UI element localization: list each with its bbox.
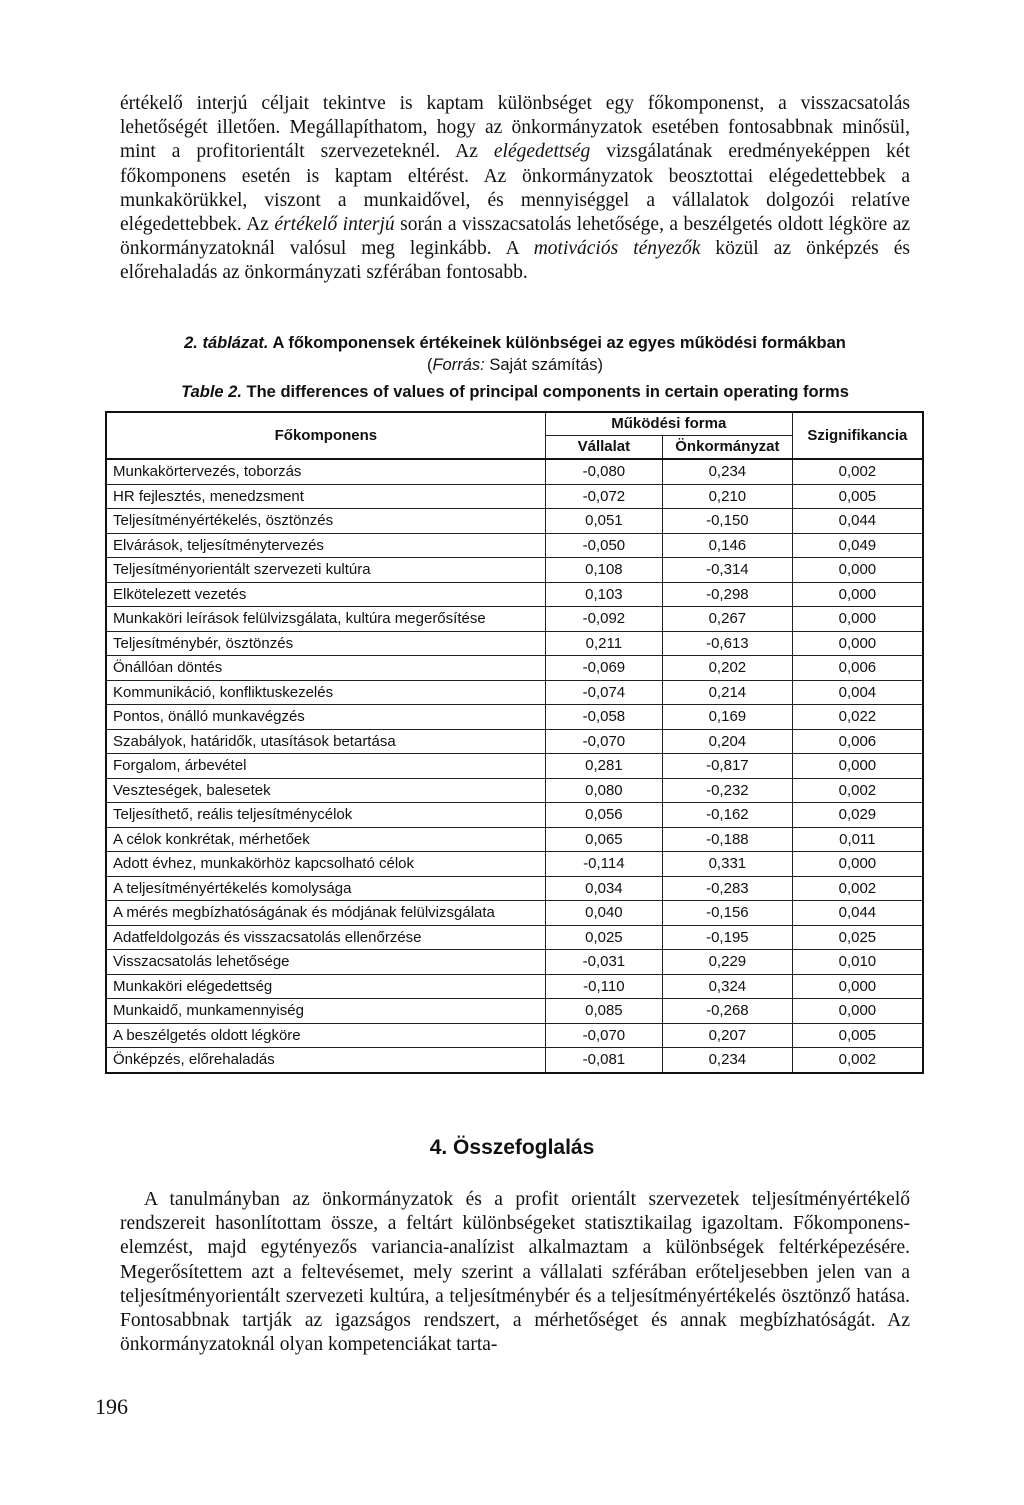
significance-cell: 0,000 xyxy=(792,631,923,656)
significance-cell: 0,000 xyxy=(792,974,923,999)
table-row xyxy=(106,680,923,705)
table-row xyxy=(106,1048,923,1073)
component-cell: Kommunikáció, konfliktuskezelés xyxy=(106,680,545,705)
company-value-cell: -0,031 xyxy=(545,950,662,975)
significance-cell: 0,000 xyxy=(792,582,923,607)
table-row xyxy=(106,876,923,901)
municipality-value-cell: -0,195 xyxy=(662,925,792,950)
significance-cell: 0,002 xyxy=(792,1048,923,1073)
municipality-value-cell: -0,817 xyxy=(662,754,792,779)
component-cell: Veszteségek, balesetek xyxy=(106,778,545,803)
significance-cell: 0,000 xyxy=(792,999,923,1024)
summary-paragraph xyxy=(120,1188,910,1357)
significance-cell: 0,010 xyxy=(792,950,923,975)
intro-text-2: vizsgálatának eredményeképpen két főkomponens esetén is kaptam eltérést. Az önkormányzatok beosztottai elégedettebbek a munkakörükkel, viszont a munkaidővel, és mennyiséggel a vállalatok dolgozói relatíve elégedettebbek. Az xyxy=(120,141,911,236)
municipality-value-cell: 0,229 xyxy=(662,950,792,975)
table-row xyxy=(106,459,923,484)
company-value-cell: -0,080 xyxy=(545,459,662,484)
significance-cell: 0,006 xyxy=(792,729,923,754)
significance-cell: 0,004 xyxy=(792,680,923,705)
municipality-value-cell: 0,210 xyxy=(662,484,792,509)
component-cell: A beszélgetés oldott légköre xyxy=(106,1023,545,1048)
component-cell: Pontos, önálló munkavégzés xyxy=(106,705,545,730)
table-row xyxy=(106,558,923,583)
company-value-cell: -0,058 xyxy=(545,705,662,730)
significance-cell: 0,025 xyxy=(792,925,923,950)
intro-paragraph xyxy=(120,92,910,286)
table-row xyxy=(106,778,923,803)
caption-hu-title: A főkomponensek értékeinek különbségei az egyes működési formákban xyxy=(268,334,846,352)
caption-en-prefix: Table 2. xyxy=(181,383,242,401)
municipality-value-cell: 0,202 xyxy=(662,656,792,681)
significance-cell: 0,044 xyxy=(792,509,923,534)
table-row xyxy=(106,925,923,950)
significance-cell: 0,005 xyxy=(792,1023,923,1048)
municipality-value-cell: -0,188 xyxy=(662,827,792,852)
caption-source-label: Forrás: xyxy=(432,356,485,374)
significance-cell: 0,000 xyxy=(792,754,923,779)
table-row xyxy=(106,607,923,632)
table-row xyxy=(106,509,923,534)
municipality-value-cell: 0,324 xyxy=(662,974,792,999)
component-cell: Adott évhez, munkakörhöz kapcsolható célok xyxy=(106,852,545,877)
municipality-value-cell: 0,204 xyxy=(662,729,792,754)
significance-cell: 0,011 xyxy=(792,827,923,852)
company-value-cell: -0,072 xyxy=(545,484,662,509)
significance-cell: 0,005 xyxy=(792,484,923,509)
municipality-value-cell: 0,267 xyxy=(662,607,792,632)
table-row xyxy=(106,852,923,877)
company-value-cell: 0,108 xyxy=(545,558,662,583)
company-value-cell: -0,070 xyxy=(545,729,662,754)
component-cell: Önállóan döntés xyxy=(106,656,545,681)
intro-text-3: során a visszacsatolás lehetősége, a beszélgetés oldott légköre az önkormányzatoknál valósul meg leginkább. A xyxy=(120,214,911,260)
intro-emphasis-2: értékelő interjú xyxy=(274,214,395,236)
caption-hu-prefix: 2. táblázat. xyxy=(184,334,269,352)
company-value-cell: 0,034 xyxy=(545,876,662,901)
intro-text-4: közül az önképzés és előrehaladás az önkormányzati szférában fontosabb. xyxy=(120,238,910,284)
header-company: Vállalat xyxy=(545,436,662,460)
significance-cell: 0,000 xyxy=(792,558,923,583)
header-significance: Szignifikancia xyxy=(792,412,923,459)
company-value-cell: -0,069 xyxy=(545,656,662,681)
header-operating-form: Működési forma xyxy=(545,412,792,436)
municipality-value-cell: 0,146 xyxy=(662,533,792,558)
company-value-cell: -0,114 xyxy=(545,852,662,877)
component-cell: Adatfeldolgozás és visszacsatolás ellenőrzése xyxy=(106,925,545,950)
component-cell: Teljesíthető, reális teljesítménycélok xyxy=(106,803,545,828)
header-municipality: Önkormányzat xyxy=(662,436,792,460)
table-row xyxy=(106,656,923,681)
component-cell: A teljesítményértékelés komolysága xyxy=(106,876,545,901)
table-caption-hungarian xyxy=(100,332,930,354)
company-value-cell: -0,081 xyxy=(545,1048,662,1073)
table-body xyxy=(106,459,923,1073)
significance-cell: 0,049 xyxy=(792,533,923,558)
component-cell: Teljesítményorientált szervezeti kultúra xyxy=(106,558,545,583)
significance-cell: 0,044 xyxy=(792,901,923,926)
significance-cell: 0,029 xyxy=(792,803,923,828)
header-component: Főkomponens xyxy=(106,412,545,459)
table-caption-english xyxy=(100,381,930,403)
municipality-value-cell: 0,214 xyxy=(662,680,792,705)
table-row xyxy=(106,950,923,975)
municipality-value-cell: -0,162 xyxy=(662,803,792,828)
table-row xyxy=(106,729,923,754)
table-row xyxy=(106,803,923,828)
caption-source-text: Saját számítás) xyxy=(484,356,604,374)
caption-source-open: ( xyxy=(426,356,433,374)
significance-cell: 0,002 xyxy=(792,459,923,484)
table-row xyxy=(106,705,923,730)
intro-text-1: értékelő interjú céljait tekintve is kaptam különbséget egy főkomponenst, a visszacsatolás lehetőségét illetően. Megállapíthatom, hogy az önkormányzatok esetében fontosabbnak minősül, mint a profitorientált szervezeteknél. Az xyxy=(120,93,910,163)
table-row xyxy=(106,631,923,656)
component-cell: Szabályok, határidők, utasítások betartása xyxy=(106,729,545,754)
municipality-value-cell: -0,150 xyxy=(662,509,792,534)
significance-cell: 0,002 xyxy=(792,876,923,901)
component-cell: HR fejlesztés, menedzsment xyxy=(106,484,545,509)
summary-text: A tanulmányban az önkormányzatok és a profit orientált szervezetek teljesítményértékelő rendszereit hasonlítottam össze, a feltárt különbségeket statisztikailag igazoltam. Főkomponens-elemzést, majd egytényezős variancia-analízist alkalmaztam a különbségek feltérképezésére. Megerősítettem azt a feltevésemet, mely szerint a vállalati szférában erőteljesebben jelen van a teljesítményorientált szervezeti kultúra, a teljesítménybér és a teljesítményértékelés ösztönző hatása. Fontosabbnak tartják az igazságos rendszert, a mérhetőséget és annak megbízhatóságát. Az önkormányzatoknál olyan kompetenciákat tarta- xyxy=(120,1189,910,1356)
significance-cell: 0,000 xyxy=(792,852,923,877)
table-row xyxy=(106,827,923,852)
company-value-cell: 0,056 xyxy=(545,803,662,828)
principal-components-table xyxy=(105,411,924,1074)
component-cell: Önképzés, előrehaladás xyxy=(106,1048,545,1073)
municipality-value-cell: -0,298 xyxy=(662,582,792,607)
company-value-cell: -0,070 xyxy=(545,1023,662,1048)
component-cell: Elvárások, teljesítménytervezés xyxy=(106,533,545,558)
company-value-cell: 0,040 xyxy=(545,901,662,926)
page-number: 196 xyxy=(95,1394,128,1419)
table-row xyxy=(106,1023,923,1048)
municipality-value-cell: 0,207 xyxy=(662,1023,792,1048)
municipality-value-cell: -0,314 xyxy=(662,558,792,583)
municipality-value-cell: -0,613 xyxy=(662,631,792,656)
significance-cell: 0,006 xyxy=(792,656,923,681)
component-cell: Elkötelezett vezetés xyxy=(106,582,545,607)
component-cell: Teljesítménybér, ösztönzés xyxy=(106,631,545,656)
table-header xyxy=(106,412,923,459)
table-row xyxy=(106,533,923,558)
municipality-value-cell: -0,268 xyxy=(662,999,792,1024)
section-title: 4. Összefoglalás xyxy=(429,1136,595,1159)
caption-en-title: The differences of values of principal components in certain operating forms xyxy=(241,383,849,401)
component-cell: Teljesítményértékelés, ösztönzés xyxy=(106,509,545,534)
company-value-cell: -0,092 xyxy=(545,607,662,632)
company-value-cell: 0,211 xyxy=(545,631,662,656)
component-cell: Munkaidő, munkamennyiség xyxy=(106,999,545,1024)
company-value-cell: 0,051 xyxy=(545,509,662,534)
component-cell: A célok konkrétak, mérhetőek xyxy=(106,827,545,852)
municipality-value-cell: -0,156 xyxy=(662,901,792,926)
table-row xyxy=(106,754,923,779)
component-cell: A mérés megbízhatóságának és módjának felülvizsgálata xyxy=(106,901,545,926)
municipality-value-cell: 0,331 xyxy=(662,852,792,877)
municipality-value-cell: -0,283 xyxy=(662,876,792,901)
municipality-value-cell: -0,232 xyxy=(662,778,792,803)
significance-cell: 0,002 xyxy=(792,778,923,803)
company-value-cell: 0,065 xyxy=(545,827,662,852)
company-value-cell: -0,074 xyxy=(545,680,662,705)
municipality-value-cell: 0,169 xyxy=(662,705,792,730)
company-value-cell: -0,110 xyxy=(545,974,662,999)
table-row xyxy=(106,999,923,1024)
component-cell: Munkaköri leírások felülvizsgálata, kultúra megerősítése xyxy=(106,607,545,632)
company-value-cell: 0,080 xyxy=(545,778,662,803)
component-cell: Munkakörtervezés, toborzás xyxy=(106,459,545,484)
significance-cell: 0,022 xyxy=(792,705,923,730)
intro-emphasis-1: elégedettség xyxy=(493,141,591,163)
table-caption-source xyxy=(100,354,930,376)
component-cell: Forgalom, árbevétel xyxy=(106,754,545,779)
table-row xyxy=(106,484,923,509)
company-value-cell: 0,085 xyxy=(545,999,662,1024)
table-row xyxy=(106,974,923,999)
intro-emphasis-3: motivációs tényezők xyxy=(533,238,701,260)
component-cell: Munkaköri elégedettség xyxy=(106,974,545,999)
municipality-value-cell: 0,234 xyxy=(662,459,792,484)
company-value-cell: 0,281 xyxy=(545,754,662,779)
table-row xyxy=(106,901,923,926)
municipality-value-cell: 0,234 xyxy=(662,1048,792,1073)
company-value-cell: 0,103 xyxy=(545,582,662,607)
component-cell: Visszacsatolás lehetősége xyxy=(106,950,545,975)
table-row xyxy=(106,582,923,607)
significance-cell: 0,000 xyxy=(792,607,923,632)
company-value-cell: -0,050 xyxy=(545,533,662,558)
company-value-cell: 0,025 xyxy=(545,925,662,950)
